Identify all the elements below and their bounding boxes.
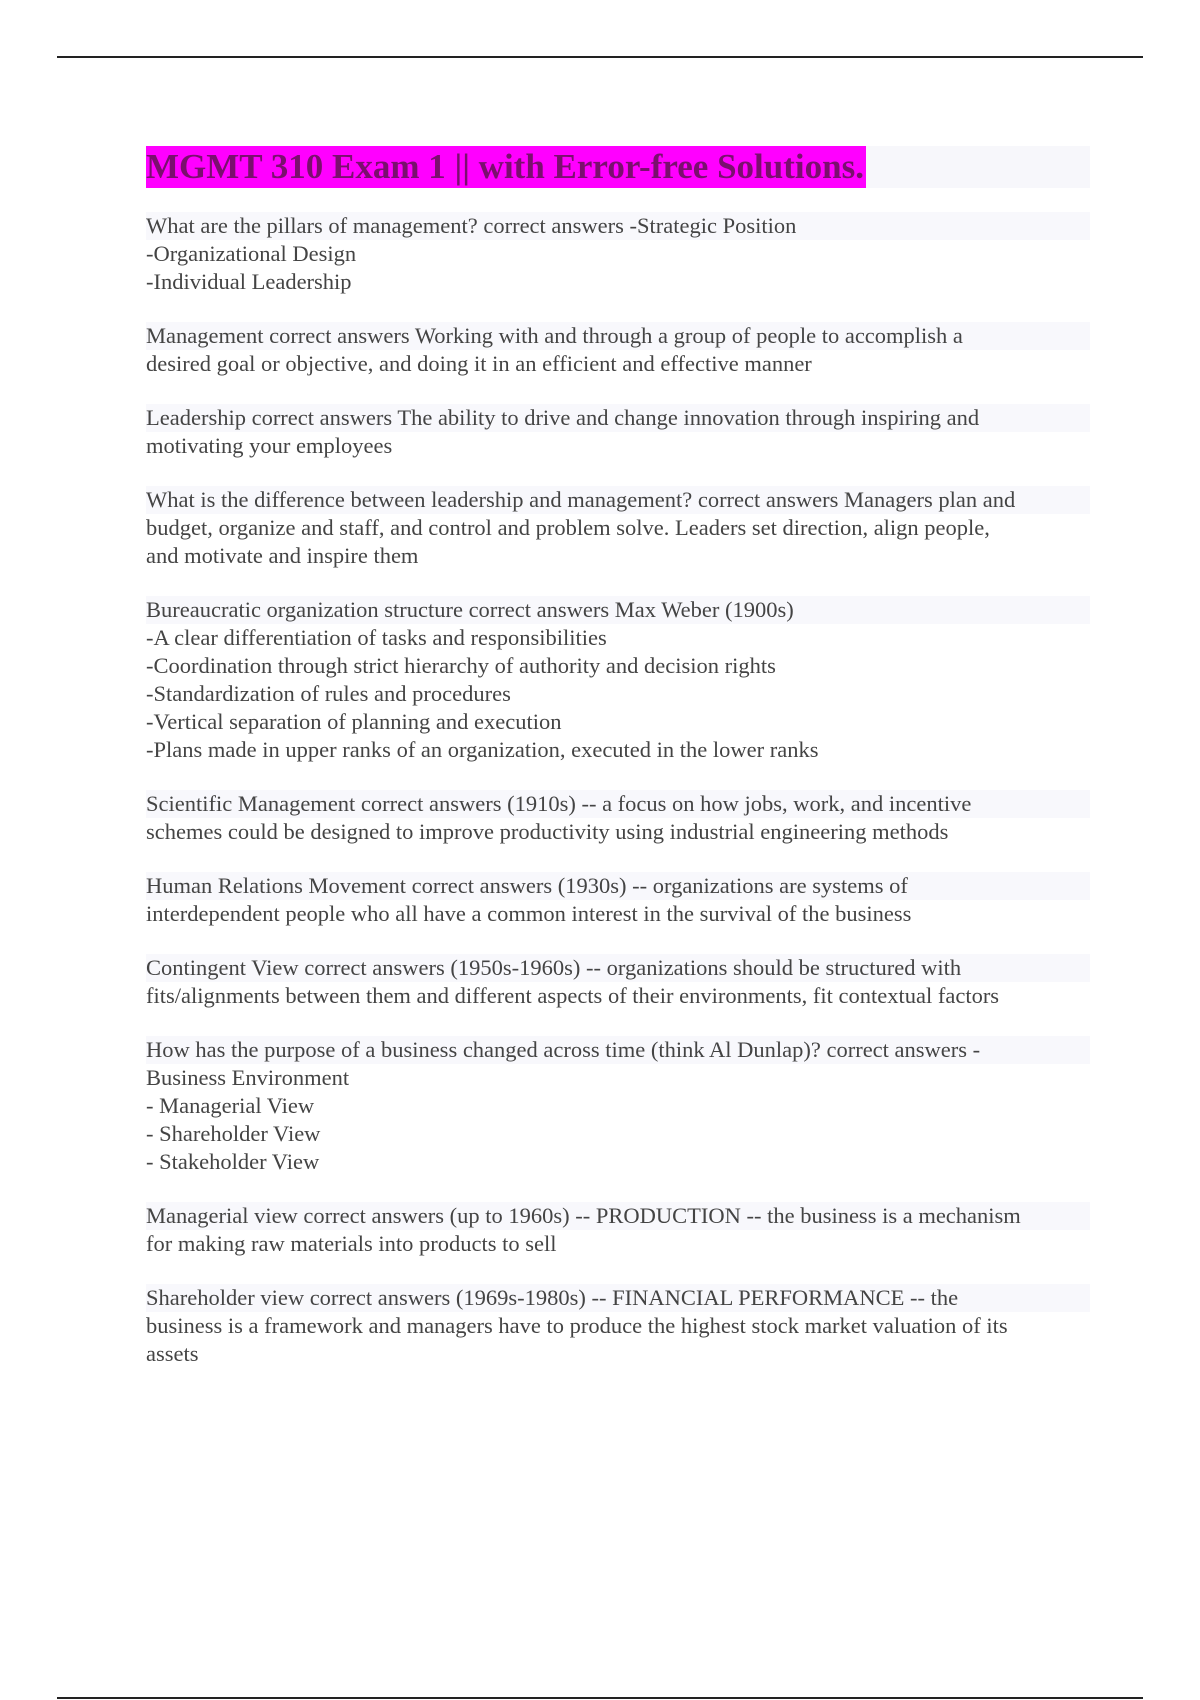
entry-line: - Stakeholder View: [146, 1149, 320, 1174]
entry-line: schemes could be designed to improve productivity using industrial engineering methods: [146, 819, 949, 844]
qa-entry: [146, 212, 1090, 296]
document-body: [146, 146, 1090, 1394]
entry-line: Shareholder view correct answers (1969s-1980s) -- FINANCIAL PERFORMANCE -- the: [146, 1284, 1090, 1312]
entry-line: for making raw materials into products to sell: [146, 1231, 557, 1256]
entry-line: - Managerial View: [146, 1093, 315, 1118]
entry-line: -Standardization of rules and procedures: [146, 681, 511, 706]
entry-line: Contingent View correct answers (1950s-1960s) -- organizations should be structured with: [146, 954, 1090, 982]
qa-entry: [146, 954, 1090, 1010]
qa-entry: [146, 790, 1090, 846]
qa-entry: [146, 596, 1090, 764]
entry-line: assets: [146, 1341, 199, 1366]
qa-entry: [146, 872, 1090, 928]
entry-line: -Organizational Design: [146, 241, 357, 266]
entry-line: -Coordination through strict hierarchy of authority and decision rights: [146, 653, 776, 678]
entry-line: Managerial view correct answers (up to 1960s) -- PRODUCTION -- the business is a mechanism: [146, 1202, 1090, 1230]
qa-entry: [146, 322, 1090, 378]
entry-line: fits/alignments between them and different aspects of their environments, fit contextual factors: [146, 983, 1000, 1008]
qa-entry: [146, 486, 1090, 570]
entry-line: budget, organize and staff, and control and problem solve. Leaders set direction, align people,: [146, 515, 990, 540]
qa-entry: [146, 1036, 1090, 1176]
bottom-rule: [57, 1697, 1143, 1699]
entry-line: What are the pillars of management? correct answers -Strategic Position: [146, 212, 1090, 240]
entry-line: -Individual Leadership: [146, 269, 352, 294]
entry-line: - Shareholder View: [146, 1121, 321, 1146]
entry-line: Management correct answers Working with and through a group of people to accomplish a: [146, 322, 1090, 350]
entry-line: interdependent people who all have a common interest in the survival of the business: [146, 901, 912, 926]
entry-line: Scientific Management correct answers (1910s) -- a focus on how jobs, work, and incentive: [146, 790, 1090, 818]
entry-line: business is a framework and managers have to produce the highest stock market valuation of its: [146, 1313, 1008, 1338]
entry-line: -Vertical separation of planning and execution: [146, 709, 562, 734]
entry-line: How has the purpose of a business changed across time (think Al Dunlap)? correct answers -: [146, 1036, 1090, 1064]
entry-line: Human Relations Movement correct answers (1930s) -- organizations are systems of: [146, 872, 1090, 900]
entry-line: motivating your employees: [146, 433, 393, 458]
top-rule: [57, 56, 1143, 58]
qa-entry: [146, 404, 1090, 460]
entry-line: desired goal or objective, and doing it in an efficient and effective manner: [146, 351, 812, 376]
entry-line: Business Environment: [146, 1065, 350, 1090]
entry-line: -Plans made in upper ranks of an organization, executed in the lower ranks: [146, 737, 819, 762]
entry-line: What is the difference between leadership and management? correct answers Managers plan and: [146, 486, 1090, 514]
entry-line: Bureaucratic organization structure correct answers Max Weber (1900s): [146, 596, 1090, 624]
title-band: [146, 146, 1090, 188]
qa-entry: [146, 1202, 1090, 1258]
entry-line: and motivate and inspire them: [146, 543, 419, 568]
entry-line: Leadership correct answers The ability to drive and change innovation through inspiring and: [146, 404, 1090, 432]
document-title: MGMT 310 Exam 1 || with Error-free Solutions.: [146, 147, 864, 186]
qa-entry: [146, 1284, 1090, 1368]
entry-line: -A clear differentiation of tasks and responsibilities: [146, 625, 607, 650]
